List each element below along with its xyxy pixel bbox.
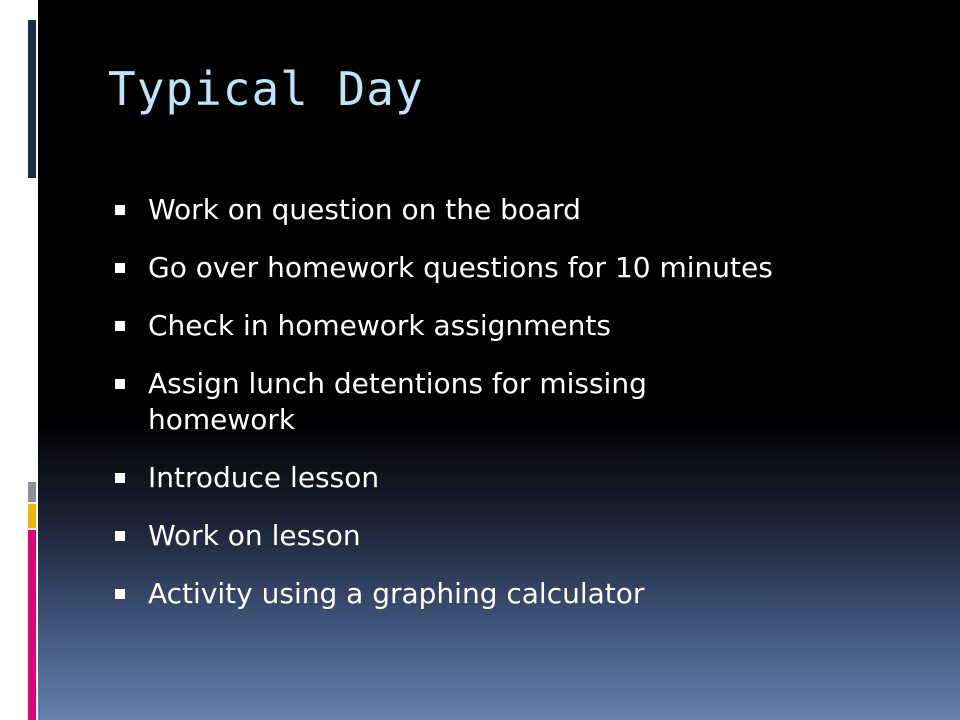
list-item [115,250,915,286]
list-item [115,460,915,496]
bullet-text: Assign lunch detentions for missing homework [148,367,647,436]
list-item [115,192,915,228]
accent-bar-yellow [28,504,36,528]
square-bullet-icon [115,263,125,273]
bullet-text: Activity using a graphing calculator [148,577,645,610]
list-item [115,308,915,344]
accent-bar-gray [28,482,36,502]
list-item [115,576,915,612]
square-bullet-icon [115,321,125,331]
left-decorative-strip [0,0,38,720]
accent-bar-magenta [28,530,36,720]
list-item [115,366,915,438]
square-bullet-icon [115,205,125,215]
square-bullet-icon [115,473,125,483]
bullet-text: Work on lesson [148,519,361,552]
bullet-text: Check in homework assignments [148,309,611,342]
square-bullet-icon [115,379,125,389]
bullet-text: Work on question on the board [148,193,581,226]
list-item [115,518,915,554]
accent-bar-dark [28,20,36,178]
bullet-text: Go over homework questions for 10 minutes [148,251,773,284]
slide-title: Typical Day [108,62,424,116]
square-bullet-icon [115,531,125,541]
bullet-text: Introduce lesson [148,461,380,494]
bullet-list [115,192,915,634]
square-bullet-icon [115,589,125,599]
